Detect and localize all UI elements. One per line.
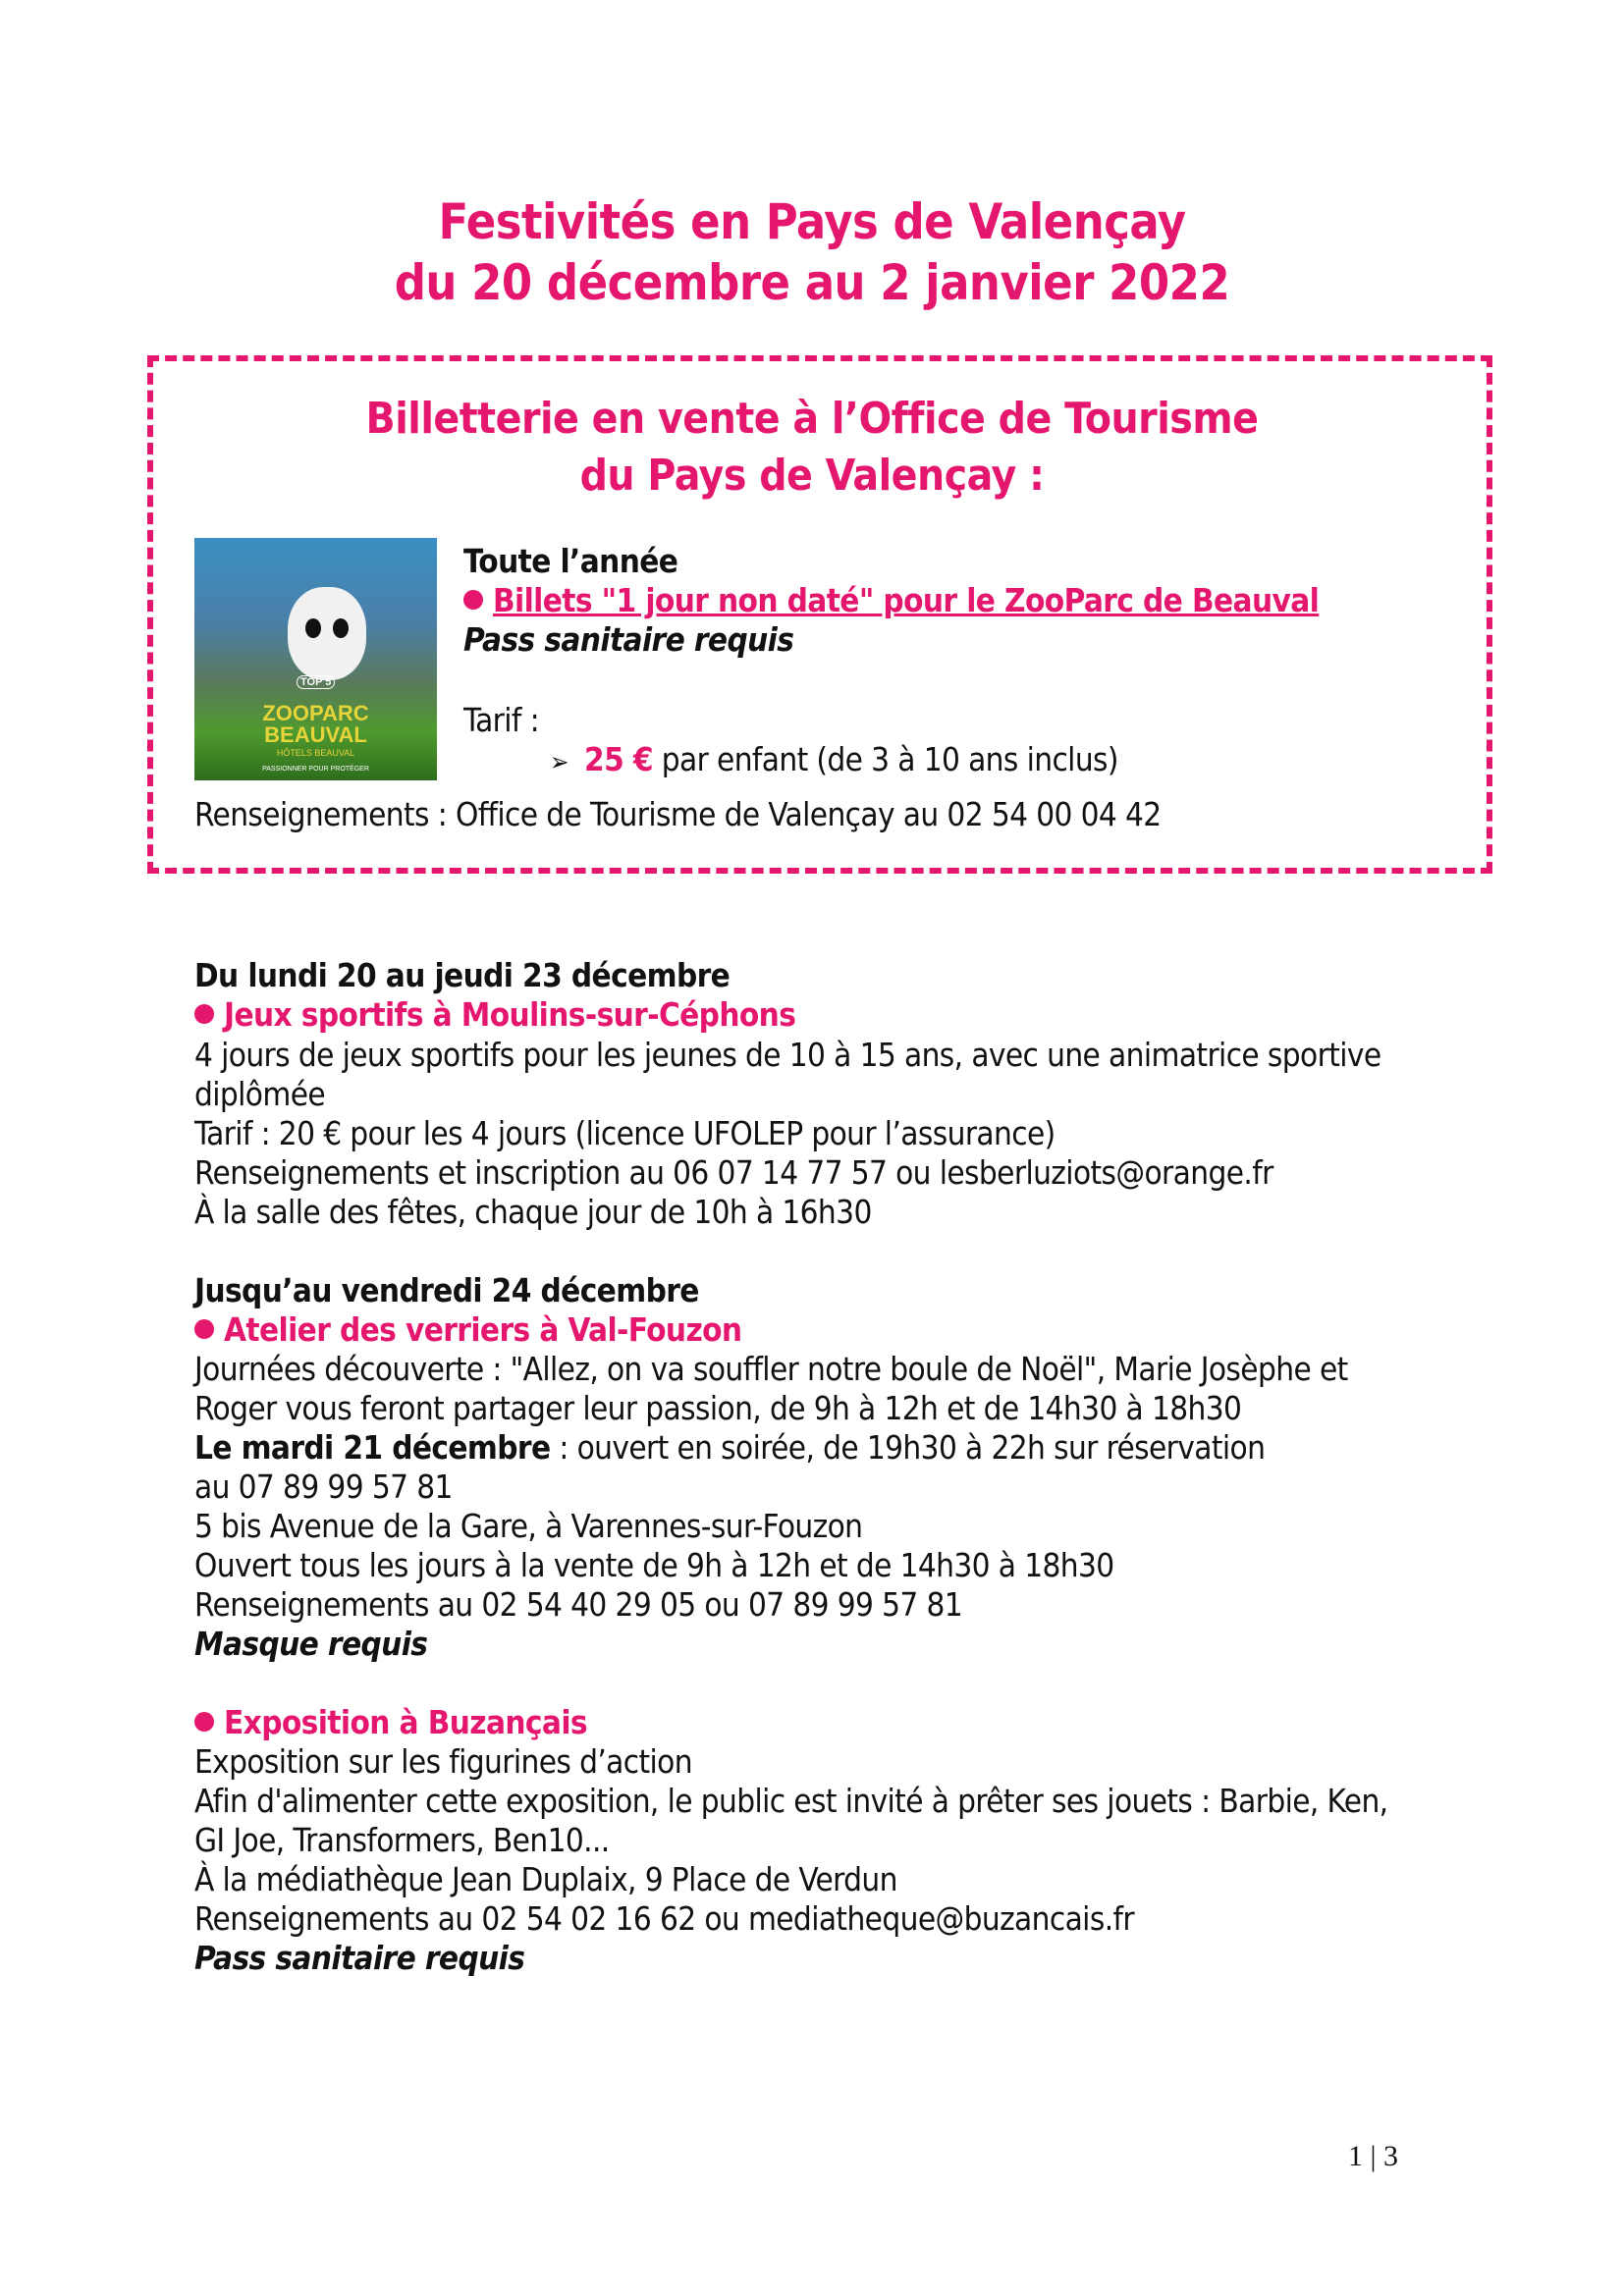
bullet-icon <box>463 590 483 610</box>
event-1-line: Renseignements et inscription au 06 07 14 77 57 ou lesberluziots@orange.fr <box>194 1153 1273 1192</box>
ticket-event-link[interactable]: Billets "1 jour non daté" pour le ZooParc de Beauval <box>493 581 1320 619</box>
ticket-requirement: Pass sanitaire requis <box>463 620 794 659</box>
panda-illustration <box>288 587 366 680</box>
tarif-label: Tarif : <box>463 701 539 739</box>
event-2-line: Roger vous feront partager leur passion, de 9h à 12h et de 14h30 à 18h30 <box>194 1389 1242 1427</box>
event-3-title: Exposition à Buzançais <box>194 1703 587 1742</box>
event-1-line: Tarif : 20 € pour les 4 jours (licence UFOLEP pour l’assurance) <box>194 1114 1056 1152</box>
event-1-line: À la salle des fêtes, chaque jour de 10h à 16h30 <box>194 1193 872 1231</box>
event-1-title: Jeux sportifs à Moulins-sur-Céphons <box>194 995 795 1035</box>
document-title <box>0 191 1624 313</box>
bullet-icon <box>194 1712 214 1732</box>
ticket-event-title[interactable] <box>463 581 1319 620</box>
event-1-line: 4 jours de jeux sportifs pour les jeunes de 10 à 15 ans, avec une animatrice sportive <box>194 1036 1381 1074</box>
event-1-date: Du lundi 20 au jeudi 23 décembre <box>194 956 731 994</box>
price-detail: par enfant (de 3 à 10 ans inclus) <box>652 740 1118 778</box>
bullet-icon <box>194 1319 214 1339</box>
top5-badge: TOP 5 <box>297 675 335 689</box>
ticket-box-title-line-2: du Pays de Valençay : <box>579 451 1045 501</box>
price-line <box>550 740 1118 782</box>
event-3-line: Afin d'alimenter cette exposition, le public est invité à prêter ses jouets : Barbie, Ken, <box>194 1782 1388 1820</box>
event-1-line: diplômée <box>194 1075 326 1113</box>
poster-slogan: PASSIONNER POUR PROTÉGER <box>262 766 369 773</box>
title-line-1: Festivités en Pays de Valençay <box>438 193 1186 250</box>
zooparc-poster-image <box>194 538 437 780</box>
event-2-title: Atelier des verriers à Val-Fouzon <box>194 1310 741 1350</box>
event-2-line: Journées découverte : "Allez, on va souffler notre boule de Noël", Marie Josèphe et <box>194 1350 1348 1388</box>
ticket-box-title-line-1: Billetterie en vente à l’Office de Tourisme <box>365 394 1259 444</box>
ticket-box-title <box>0 391 1624 505</box>
event-2-line: Renseignements au 02 54 40 29 05 ou 07 89 99 57 81 <box>194 1585 963 1624</box>
poster-logo-beauval: BEAUVAL <box>264 722 367 747</box>
event-2-line: 5 bis Avenue de la Gare, à Varennes-sur-Fouzon <box>194 1507 863 1545</box>
event-3-requirement: Pass sanitaire requis <box>194 1939 525 1977</box>
poster-logo-zooparc: ZOOPARC <box>262 701 369 725</box>
event-2-line: au 07 89 99 57 81 <box>194 1468 453 1506</box>
event-3-line: Renseignements au 02 54 02 16 62 ou mediatheque@buzancais.fr <box>194 1899 1134 1938</box>
event-3-line: GI Joe, Transformers, Ben10... <box>194 1821 610 1859</box>
arrow-bullet-icon: ➢ <box>550 748 569 777</box>
event-3-line: À la médiathèque Jean Duplaix, 9 Place de Verdun <box>194 1860 897 1898</box>
price-value: 25 € <box>584 740 653 778</box>
poster-logo-hotels: HÔTELS BEAUVAL <box>276 748 355 758</box>
ticket-period: Toute l’année <box>463 542 678 580</box>
page-number: 1 | 3 <box>1348 2140 1399 2172</box>
event-2-date: Jusqu’au vendredi 24 décembre <box>194 1271 699 1309</box>
event-3-line: Exposition sur les figurines d’action <box>194 1742 692 1781</box>
title-line-2: du 20 décembre au 2 janvier 2022 <box>394 254 1230 311</box>
event-2-line: Ouvert tous les jours à la vente de 9h à 12h et de 14h30 à 18h30 <box>194 1546 1114 1584</box>
event-2-requirement: Masque requis <box>194 1625 428 1663</box>
event-2-special: Le mardi 21 décembre : ouvert en soirée, de 19h30 à 22h sur réservation <box>194 1428 1266 1467</box>
ticket-info: Renseignements : Office de Tourisme de Valençay au 02 54 00 04 42 <box>194 795 1162 833</box>
bullet-icon <box>194 1004 214 1024</box>
